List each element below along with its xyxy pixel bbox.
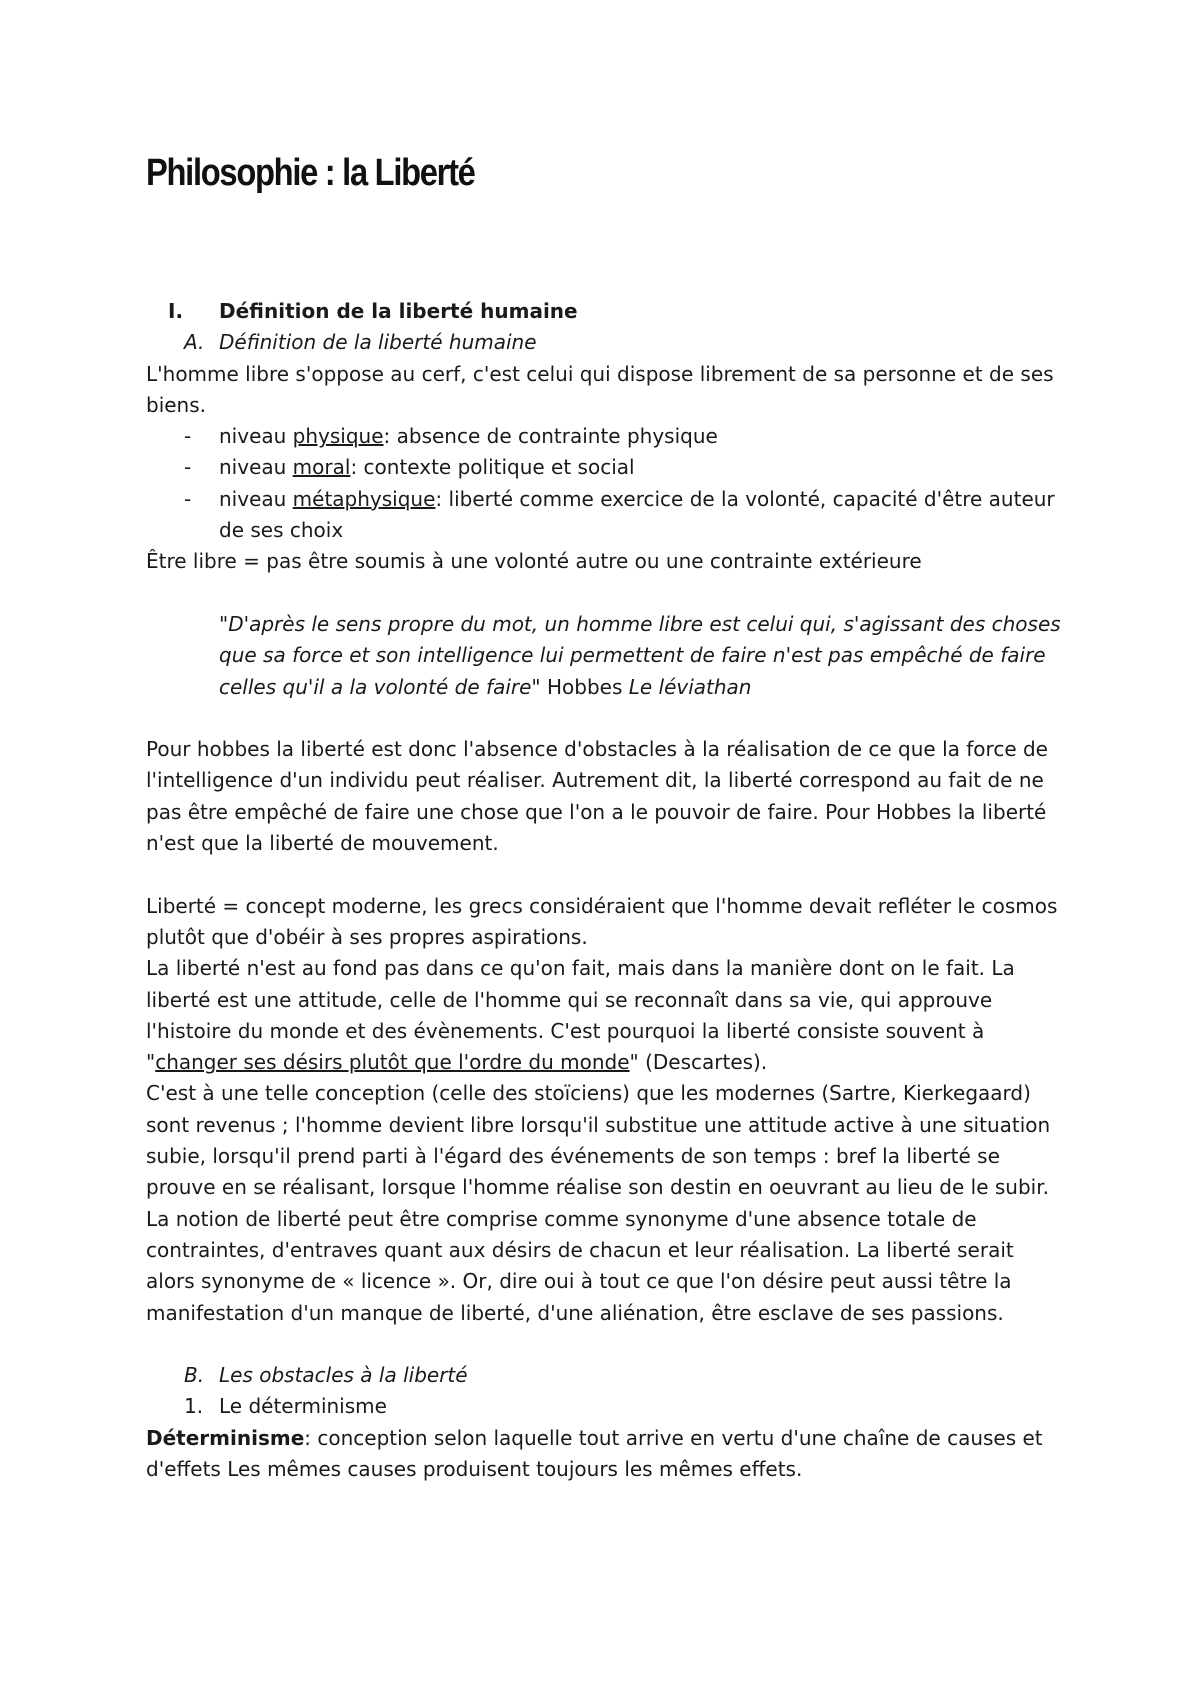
bullet-rest: : liberté comme exercice de la volonté, capacité d'être auteur de ses choix bbox=[219, 486, 1055, 543]
paragraph-intro: L'homme libre s'oppose au cerf, c'est celui qui dispose librement de sa personne et de ses biens. bbox=[146, 361, 1054, 417]
spacer bbox=[146, 578, 1066, 609]
numbered-heading bbox=[146, 1391, 1066, 1422]
definition-term: Déterminisme bbox=[146, 1425, 305, 1450]
spacer bbox=[146, 1329, 1066, 1360]
bullet-rest: : contexte politique et social bbox=[350, 455, 635, 480]
paragraph-stoiciens: C'est à une telle conception (celle des stoïciens) que les modernes (Sartre, Kierkegaard) sont revenus ; l'homme devient libre lorsqu'il substitue une attitude active à une situation subie, lorsqu'il prend parti à l'égard des événements de son temps : bref la liberté se prouve en se réalisant, lorsque l'homme réalise son destin en oeuvrant au lieu de le subir. bbox=[146, 1081, 1051, 1200]
paragraph-notion: La notion de liberté peut être comprise comme synonyme d'une absence totale de contraintes, d'entraves quant aux désirs de chacun et leur réalisation. La liberté serait alors synonyme de « licence ». Or, dire oui à tout ce que l'on désire peut aussi têtre la manifestation d'un manque de liberté, d'une aliénation, être esclave de ses passions. bbox=[146, 1206, 1014, 1325]
quote-author: Hobbes bbox=[540, 674, 629, 699]
bullet-text bbox=[219, 484, 1066, 547]
spacer bbox=[146, 703, 1066, 734]
list-item bbox=[146, 484, 1066, 547]
bullet-dash: - bbox=[184, 424, 192, 449]
paragraph-fond bbox=[146, 953, 1066, 1078]
bullet-dash: - bbox=[184, 486, 192, 511]
section-title: Définition de la liberté humaine bbox=[219, 299, 578, 323]
list-item bbox=[146, 452, 1066, 483]
bullet-term: métaphysique bbox=[292, 486, 436, 511]
bullet-text bbox=[219, 421, 718, 452]
paragraph-fond-end: " (Descartes). bbox=[629, 1050, 768, 1075]
bullet-term: physique bbox=[292, 424, 384, 449]
bullet-term: moral bbox=[292, 455, 351, 480]
paragraph-fond-text: La liberté n'est au fond pas dans ce qu'on fait, mais dans la manière dont on le fait. La liberté est une attitude, celle de l'homme qui se reconnaît dans sa vie, qui approuve l'histoire du monde et des évènements. C'est pourquoi la liberté consiste souvent à " bbox=[146, 956, 1015, 1075]
blockquote bbox=[146, 609, 1066, 703]
paragraph-moderne: Liberté = concept moderne, les grecs considéraient que l'homme devait refléter le cosmos plutôt que d'obéir à ses propres aspirations. bbox=[146, 893, 1058, 949]
bullet-prefix: niveau bbox=[219, 486, 293, 511]
section-heading bbox=[146, 296, 1066, 327]
list-item bbox=[146, 421, 1066, 452]
underlined-citation: changer ses désirs plutôt que l'ordre du monde bbox=[155, 1050, 630, 1075]
page-title: Philosophie : la Liberté bbox=[146, 152, 475, 194]
paragraph-hobbes: Pour hobbes la liberté est donc l'absence d'obstacles à la réalisation de ce que la force de l'intelligence d'un individu peut réaliser. Autrement dit, la liberté correspond au fait de ne pas être empêché de faire une chose que l'on a le pouvoir de faire. Pour Hobbes la liberté n'est que la liberté de mouvement. bbox=[146, 737, 1048, 856]
bullet-dash: - bbox=[184, 455, 192, 480]
subsection-number: B. bbox=[184, 1363, 205, 1388]
bullet-rest: : absence de contrainte physique bbox=[383, 424, 718, 449]
subsection-heading-a bbox=[146, 327, 1066, 358]
bullet-prefix: niveau bbox=[219, 424, 293, 449]
spacer bbox=[146, 859, 1066, 890]
subsection-title: Les obstacles à la liberté bbox=[219, 1363, 468, 1388]
numbered-heading-title: Le déterminisme bbox=[219, 1394, 387, 1419]
bullet-prefix: niveau bbox=[219, 455, 293, 480]
numbered-heading-number: 1. bbox=[184, 1394, 204, 1419]
paragraph-etre-libre: Être libre = pas être soumis à une volonté autre ou une contrainte extérieure bbox=[146, 549, 922, 574]
document-body bbox=[146, 296, 1066, 1485]
paragraph-determinisme bbox=[146, 1423, 1066, 1486]
quote-work: Le léviathan bbox=[628, 674, 752, 699]
subsection-heading-b bbox=[146, 1360, 1066, 1391]
subsection-number: A. bbox=[184, 330, 205, 355]
quote-text: "D'après le sens propre du mot, un homme libre est celui qui, s'agissant des choses que sa force et son intelligence lui permettent de faire n'est pas empêché de faire celles qu'il a la volonté de faire" bbox=[219, 611, 1061, 699]
subsection-title: Définition de la liberté humaine bbox=[219, 330, 537, 355]
section-number: I. bbox=[168, 299, 184, 323]
definition-text: : conception selon laquelle tout arrive en vertu d'une chaîne de causes et d'effets Les mêmes causes produisent toujours les mêmes effets. bbox=[146, 1425, 1043, 1481]
bullet-text bbox=[219, 452, 635, 483]
